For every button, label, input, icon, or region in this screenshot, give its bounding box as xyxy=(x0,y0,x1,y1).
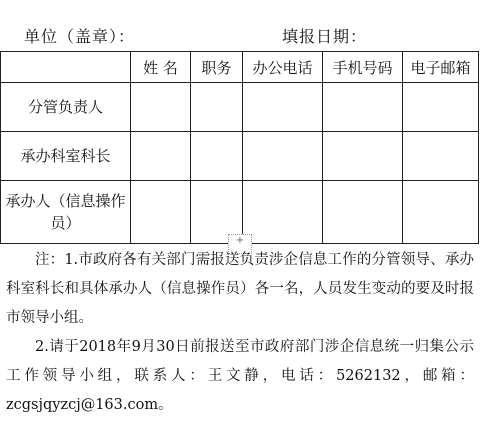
input-cell[interactable] xyxy=(403,132,479,181)
input-cell[interactable] xyxy=(131,83,191,132)
contact-form-table xyxy=(0,51,479,244)
header-cell-blank xyxy=(1,52,131,83)
input-cell[interactable] xyxy=(323,83,403,132)
input-cell[interactable] xyxy=(243,83,323,132)
input-cell[interactable] xyxy=(403,181,479,244)
note-2: 2.请于2018年9月30日前报送至市政府部门涉企信息统一归集公示工作领导小组，联系人：王文静，电话：5262132，邮箱：zcgsjqyzcj@163.com。 xyxy=(6,339,474,413)
row-label-operator: 承办人（信息操作员） xyxy=(1,181,131,244)
table-row xyxy=(1,83,479,132)
header-cell-email: 电子邮箱 xyxy=(403,52,479,83)
table-header-row xyxy=(1,52,479,83)
notes-section xyxy=(6,246,474,420)
input-cell[interactable] xyxy=(243,181,323,244)
input-cell[interactable] xyxy=(191,83,243,132)
input-cell[interactable] xyxy=(403,83,479,132)
row-label-leader: 分管负责人 xyxy=(1,83,131,132)
table-anchor-handle[interactable]: + xyxy=(228,234,252,254)
note-1: 注：1.市政府各有关部门需报送负责涉企信息工作的分管领导、承办科室科长和具体承办人（信息操作员）各一名，人员发生变动的要及时报市领导小组。 xyxy=(6,252,474,326)
input-cell[interactable] xyxy=(323,132,403,181)
input-cell[interactable] xyxy=(243,132,323,181)
header-cell-name: 姓 名 xyxy=(131,52,191,83)
form-header xyxy=(0,24,482,46)
header-cell-office-phone: 办公电话 xyxy=(243,52,323,83)
row-label-section-chief: 承办科室科长 xyxy=(1,132,131,181)
table-row xyxy=(1,132,479,181)
report-date-label: 填报日期： xyxy=(282,27,368,46)
input-cell[interactable] xyxy=(191,132,243,181)
header-cell-mobile: 手机号码 xyxy=(323,52,403,83)
input-cell[interactable] xyxy=(323,181,403,244)
input-cell[interactable] xyxy=(131,181,191,244)
header-cell-position: 职务 xyxy=(191,52,243,83)
input-cell[interactable] xyxy=(131,132,191,181)
unit-seal-label: 单位（盖章）： xyxy=(24,27,136,46)
